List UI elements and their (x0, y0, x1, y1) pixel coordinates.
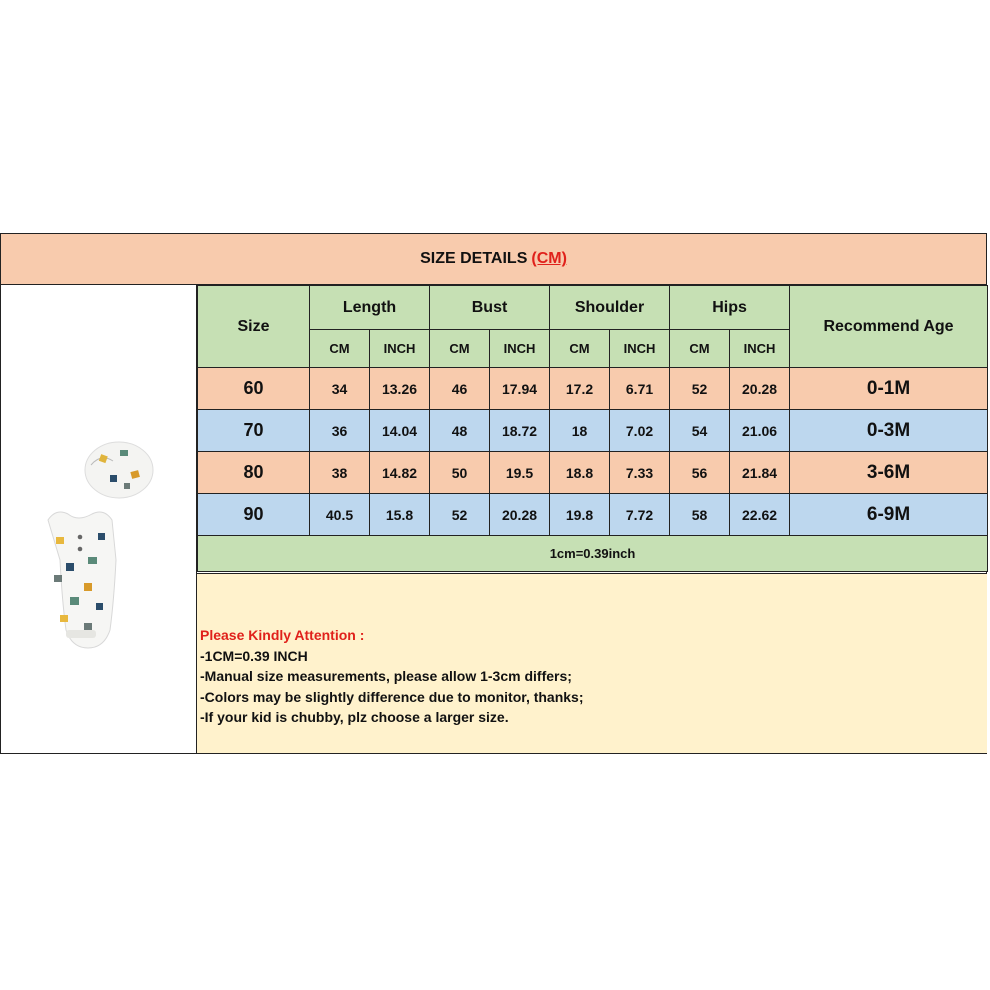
conversion-note: 1cm=0.39inch (198, 536, 988, 572)
value-cell: 14.82 (370, 452, 430, 494)
table-row (198, 368, 988, 410)
attention-box (197, 573, 987, 753)
unit-header: INCH (610, 330, 670, 368)
unit-header: CM (550, 330, 610, 368)
size-cell: 70 (198, 410, 310, 452)
size-cell: 60 (198, 368, 310, 410)
value-cell: 48 (430, 410, 490, 452)
value-cell: 52 (670, 368, 730, 410)
attention-line: -If your kid is chubby, plz choose a larger size. (200, 709, 509, 725)
product-photo (36, 425, 156, 655)
unit-header: INCH (370, 330, 430, 368)
attention-line: -Colors may be slightly difference due to monitor, thanks; (200, 688, 584, 705)
attention-line: -Manual size measurements, please allow 1-3cm differs; (200, 668, 572, 684)
unit-header: CM (670, 330, 730, 368)
age-cell: 0-1M (790, 368, 988, 410)
value-cell: 21.06 (730, 410, 790, 452)
value-cell: 7.72 (610, 494, 670, 536)
unit-header: INCH (490, 330, 550, 368)
size-cell: 90 (198, 494, 310, 536)
size-table (197, 285, 988, 572)
value-cell: 21.84 (730, 452, 790, 494)
size-chart (0, 233, 987, 754)
value-cell: 18.72 (490, 410, 550, 452)
value-cell: 20.28 (730, 368, 790, 410)
value-cell: 14.04 (370, 410, 430, 452)
product-photo-cell (1, 285, 197, 753)
value-cell: 54 (670, 410, 730, 452)
value-cell: 13.26 (370, 368, 430, 410)
unit-header: INCH (730, 330, 790, 368)
value-cell: 6.71 (610, 368, 670, 410)
value-cell: 22.62 (730, 494, 790, 536)
value-cell: 52 (430, 494, 490, 536)
title-text: SIZE DETAILS (420, 250, 528, 267)
hips-header: Hips (670, 286, 790, 330)
size-cell: 80 (198, 452, 310, 494)
value-cell: 18 (550, 410, 610, 452)
value-cell: 40.5 (310, 494, 370, 536)
age-cell: 6-9M (790, 494, 988, 536)
table-row (198, 452, 988, 494)
conversion-row (198, 536, 988, 572)
value-cell: 7.33 (610, 452, 670, 494)
value-cell: 19.5 (490, 452, 550, 494)
value-cell: 36 (310, 410, 370, 452)
value-cell: 38 (310, 452, 370, 494)
length-header: Length (310, 286, 430, 330)
age-cell: 3-6M (790, 452, 988, 494)
value-cell: 7.02 (610, 410, 670, 452)
value-cell: 19.8 (550, 494, 610, 536)
value-cell: 50 (430, 452, 490, 494)
value-cell: 15.8 (370, 494, 430, 536)
title-unit: (CM) (531, 250, 567, 267)
value-cell: 56 (670, 452, 730, 494)
value-cell: 58 (670, 494, 730, 536)
unit-header: CM (310, 330, 370, 368)
value-cell: 20.28 (490, 494, 550, 536)
age-cell: 0-3M (790, 410, 988, 452)
shoulder-header: Shoulder (550, 286, 670, 330)
bust-header: Bust (430, 286, 550, 330)
value-cell: 17.94 (490, 368, 550, 410)
age-header: Recommend Age (790, 286, 988, 368)
chart-title (1, 234, 986, 285)
attention-line: -1CM=0.39 INCH (200, 647, 308, 664)
unit-header: CM (430, 330, 490, 368)
value-cell: 17.2 (550, 368, 610, 410)
value-cell: 18.8 (550, 452, 610, 494)
table-row (198, 494, 988, 536)
value-cell: 46 (430, 368, 490, 410)
attention-heading: Please Kindly Attention : (200, 627, 365, 643)
value-cell: 34 (310, 368, 370, 410)
size-header: Size (198, 286, 310, 368)
table-row (198, 410, 988, 452)
